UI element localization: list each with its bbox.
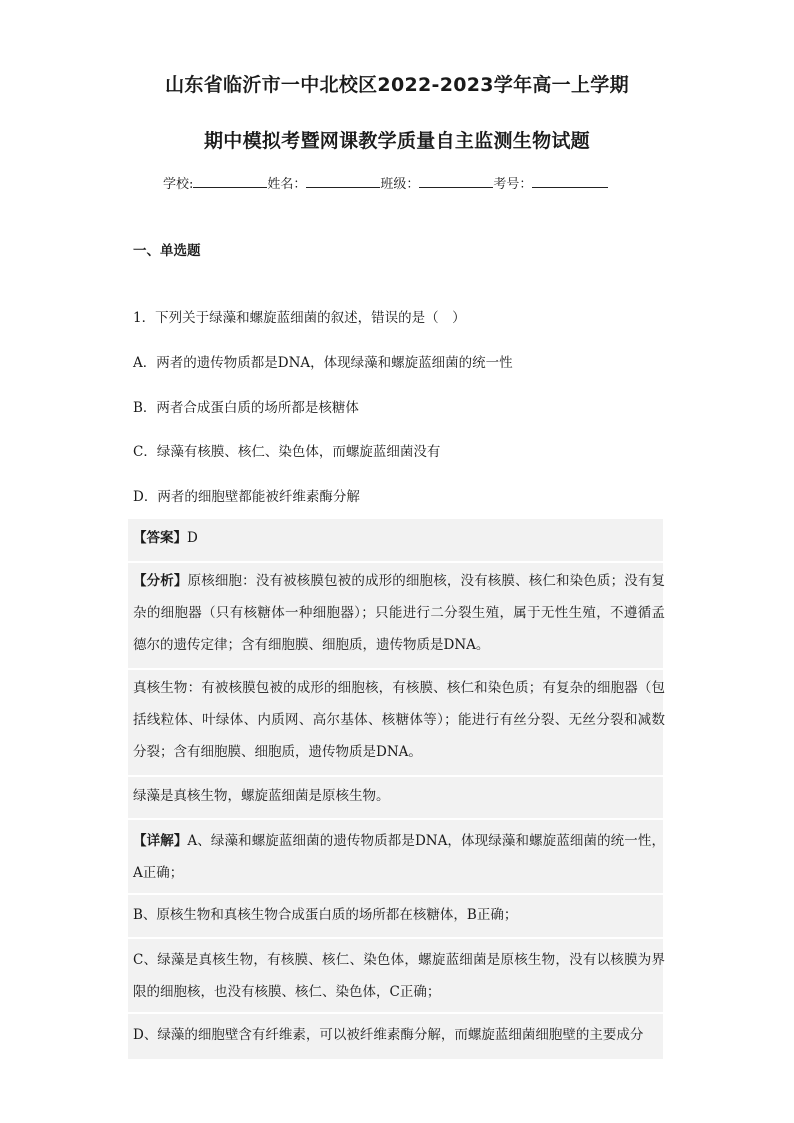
detail-label: 【详解】 xyxy=(133,833,188,849)
class-blank[interactable] xyxy=(419,173,493,188)
name-label: 姓名： xyxy=(267,177,307,192)
divider xyxy=(128,775,663,777)
analysis-paragraph xyxy=(133,565,665,661)
school-label: 学校: xyxy=(163,177,194,192)
detail-a-text: A、绿藻和螺旋蓝细菌的遗传物质都是DNA，体现绿藻和螺旋蓝细菌的统一性，A正确； xyxy=(133,833,665,881)
document-title-line1: 山东省临沂市一中北校区2022-2023学年高一上学期 xyxy=(165,74,629,96)
option-a: A．两者的遗传物质都是DNA，体现绿藻和螺旋蓝细菌的统一性 xyxy=(133,355,513,371)
school-blank[interactable] xyxy=(193,173,267,188)
name-blank[interactable] xyxy=(306,173,380,188)
divider xyxy=(128,893,663,895)
detail-d-paragraph: D、绿藻的细胞壁含有纤维素，可以被纤维素酶分解，而螺旋蓝细菌细胞壁的主要成分 xyxy=(133,1027,644,1043)
document-title-line2: 期中模拟考暨网课教学质量自主监测生物试题 xyxy=(203,130,590,152)
student-info-row xyxy=(163,173,608,192)
exam-number-blank[interactable] xyxy=(532,173,608,188)
analysis-text: 原核细胞：没有被核膜包被的成形的细胞核，没有核膜、核仁和染色质；没有复杂的细胞器（只有核糖体一种细胞器）；只能进行二分裂生殖，属于无性生殖，不遵循孟德尔的遗传定律；含有细胞膜、细胞质，遗传物质是DNA。 xyxy=(133,573,666,653)
detail-c-paragraph: C、绿藻是真核生物，有核膜、核仁、染色体，螺旋蓝细菌是原核生物，没有以核膜为界限的细胞核，也没有核膜、核仁、染色体，C正确； xyxy=(133,952,665,1000)
detail-b-paragraph: B、原核生物和真核生物合成蛋白质的场所都在核糖体，B正确； xyxy=(133,907,518,923)
divider xyxy=(128,668,663,670)
class-label: 班级： xyxy=(380,177,420,192)
question-stem: 1．下列关于绿藻和螺旋蓝细菌的叙述，错误的是（ ） xyxy=(133,310,466,326)
detail-a-paragraph xyxy=(133,825,665,889)
divider xyxy=(128,937,663,939)
summary-paragraph: 绿藻是真核生物，螺旋蓝细菌是原核生物。 xyxy=(133,788,390,804)
divider xyxy=(128,1012,663,1014)
answer-label: 【答案】 xyxy=(133,530,187,546)
option-c: C．绿藻有核膜、核仁、染色体，而螺旋蓝细菌没有 xyxy=(133,444,441,460)
option-d: D．两者的细胞壁都能被纤维素酶分解 xyxy=(133,489,360,505)
eukaryote-paragraph: 真核生物：有被核膜包被的成形的细胞核，有核膜、核仁和染色质；有复杂的细胞器（包括线粒体、叶绿体、内质网、高尔基体、核糖体等）；能进行有丝分裂、无丝分裂和减数分裂；含有细胞膜、细胞质，遗传物质是DNA。 xyxy=(133,680,665,760)
option-b: B．两者合成蛋白质的场所都是核糖体 xyxy=(133,400,359,416)
analysis-label: 【分析】 xyxy=(133,573,188,589)
divider xyxy=(128,818,663,820)
section-heading: 一、单选题 xyxy=(133,243,201,259)
exam-number-label: 考号： xyxy=(493,177,533,192)
divider xyxy=(128,561,663,563)
answer-value: D xyxy=(187,530,198,546)
answer-line xyxy=(133,522,665,554)
